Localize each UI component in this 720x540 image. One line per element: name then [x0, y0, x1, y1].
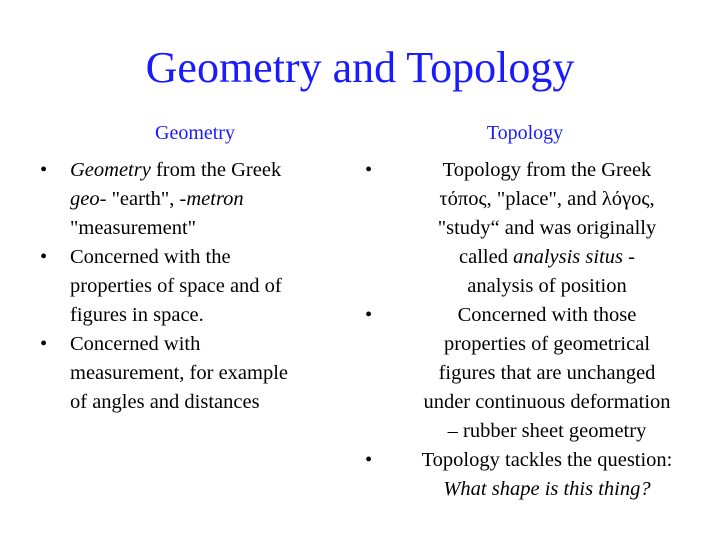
geometry-heading: Geometry	[155, 122, 235, 144]
bullet-line	[399, 417, 695, 446]
left-bullet-text	[70, 156, 340, 243]
bullet-icon: •	[365, 159, 373, 181]
bullet-icon: •	[365, 449, 373, 471]
text-segment: properties of geometrical	[443, 333, 651, 355]
text-segment: Topology tackles the question:	[421, 449, 673, 471]
geometry-bullet-list	[40, 156, 340, 417]
bullet-line	[70, 272, 340, 301]
italic-text: geo-	[70, 188, 107, 210]
text-segment: analysis of position	[467, 275, 627, 297]
bullet-line	[399, 301, 695, 330]
right-bullet-text	[399, 446, 695, 504]
bullet-line	[399, 185, 695, 214]
bullet-icon: •	[40, 159, 48, 181]
bullet-line	[399, 243, 695, 272]
text-segment: "earth",	[106, 188, 180, 210]
bullet-icon: •	[40, 246, 48, 268]
bullet-line	[399, 388, 695, 417]
bullet-icon: •	[40, 333, 48, 355]
bullet-line	[70, 330, 340, 359]
topology-column	[365, 156, 695, 504]
text-segment: Concerned with the	[70, 246, 231, 268]
right-bullet-item	[365, 156, 695, 301]
text-segment: called	[459, 246, 514, 268]
left-bullet-text	[70, 243, 340, 330]
right-bullet-item	[365, 301, 695, 446]
bullet-line	[399, 446, 695, 475]
topology-heading: Topology	[486, 122, 564, 144]
text-segment: – rubber sheet geometry	[447, 420, 647, 442]
bullet-line	[70, 301, 340, 330]
bullet-line	[70, 214, 340, 243]
bullet-line	[70, 359, 340, 388]
text-segment: figures that are unchanged	[438, 362, 656, 384]
left-bullet-item	[40, 156, 340, 243]
bullet-line	[399, 272, 695, 301]
bullet-line	[70, 243, 340, 272]
italic-text: analysis situs	[513, 246, 624, 268]
italic-text: What shape is this thing?	[443, 478, 651, 500]
bullet-line	[70, 185, 340, 214]
bullet-icon: •	[365, 304, 373, 326]
left-bullet-item	[40, 330, 340, 417]
text-segment: Concerned with those	[457, 304, 637, 326]
bullet-line	[70, 388, 340, 417]
italic-text: Geometry	[70, 159, 151, 181]
right-bullet-text	[399, 156, 695, 301]
bullet-line	[70, 156, 340, 185]
right-bullet-text	[399, 301, 695, 446]
topology-bullet-list	[365, 156, 695, 504]
text-segment: -	[623, 246, 635, 268]
left-bullet-item	[40, 243, 340, 330]
text-segment: figures in space.	[70, 304, 204, 326]
italic-text: -metron	[179, 188, 244, 210]
geometry-column	[40, 156, 340, 417]
bullet-line	[399, 330, 695, 359]
text-segment: under continuous deformation	[423, 391, 671, 413]
text-segment: τόπος, "place", and λόγος,	[439, 188, 655, 210]
bullet-line	[399, 156, 695, 185]
text-segment: from the Greek	[150, 159, 282, 181]
bullet-line	[399, 214, 695, 243]
bullet-line	[399, 359, 695, 388]
text-segment: "measurement"	[70, 217, 197, 239]
text-segment: measurement, for example	[70, 362, 289, 384]
left-bullet-text	[70, 330, 340, 417]
text-segment: Topology from the Greek	[442, 159, 652, 181]
bullet-line	[399, 475, 695, 504]
slide-title: Geometry and Topology	[145, 43, 575, 92]
text-segment: properties of space and of	[70, 275, 282, 297]
text-segment: Concerned with	[70, 333, 201, 355]
right-bullet-item	[365, 446, 695, 504]
text-segment: "study“ and was originally	[437, 217, 657, 239]
text-segment: of angles and distances	[70, 391, 260, 413]
